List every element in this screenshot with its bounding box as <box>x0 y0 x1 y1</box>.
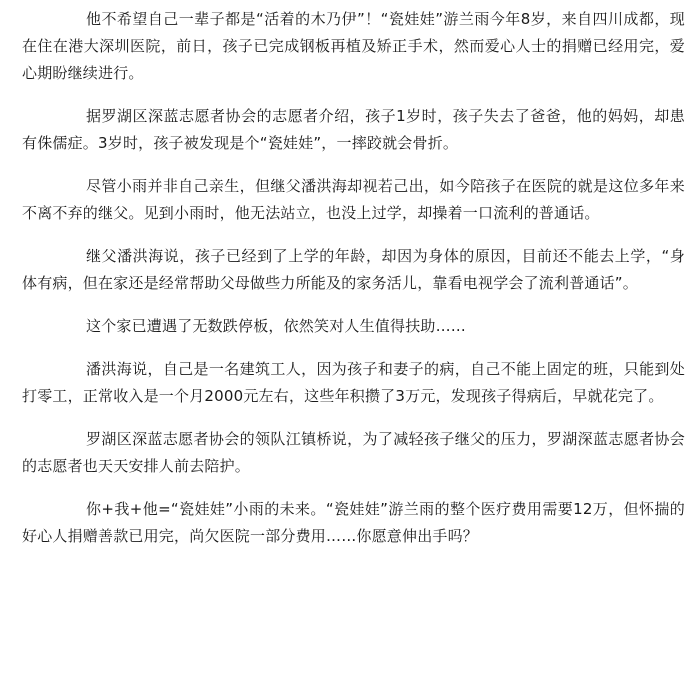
article-paragraph: 罗湖区深蓝志愿者协会的领队江镇桥说，为了减轻孩子继父的压力，罗湖深蓝志愿者协会的志愿者也天天安排人前去陪护。 <box>22 430 685 475</box>
article-paragraph: 尽管小雨并非自己亲生，但继父潘洪海却视若己出，如今陪孩子在医院的就是这位多年来不离不弃的继父。见到小雨时，他无法站立，也没上过学，却操着一口流利的普通话。 <box>22 177 685 222</box>
article-paragraph: 潘洪海说，自己是一名建筑工人，因为孩子和妻子的病，自己不能上固定的班，只能到处打零工，正常收入是一个月2000元左右，这些年积攒了3万元，发现孩子得病后，早就花完了。 <box>22 360 685 405</box>
article-paragraph: 据罗湖区深蓝志愿者协会的志愿者介绍，孩子1岁时，孩子失去了爸爸，他的妈妈，却患有侏儒症。3岁时，孩子被发现是个“瓷娃娃”，一摔跤就会骨折。 <box>22 107 685 152</box>
article-paragraph: 他不希望自己一辈子都是“活着的木乃伊”！“瓷娃娃”游兰雨今年8岁，来自四川成都，现在住在港大深圳医院，前日，孩子已完成钢板再植及矫正手术，然而爱心人士的捐赠已经用完，爱心期盼继续进行。 <box>22 10 685 82</box>
article-paragraph: 这个家已遭遇了无数跌停板，依然笑对人生值得扶助…… <box>86 317 467 335</box>
article-paragraph: 继父潘洪海说，孩子已经到了上学的年龄，却因为身体的原因，目前还不能去上学，“身体有病，但在家还是经常帮助父母做些力所能及的家务活儿，靠看电视学会了流利普通话”。 <box>22 247 685 292</box>
article-paragraph: 你+我+他=“瓷娃娃”小雨的未来。“瓷娃娃”游兰雨的整个医疗费用需要12万，但怀揣的好心人捐赠善款已用完，尚欠医院一部分费用……你愿意伸出手吗？ <box>22 500 685 545</box>
